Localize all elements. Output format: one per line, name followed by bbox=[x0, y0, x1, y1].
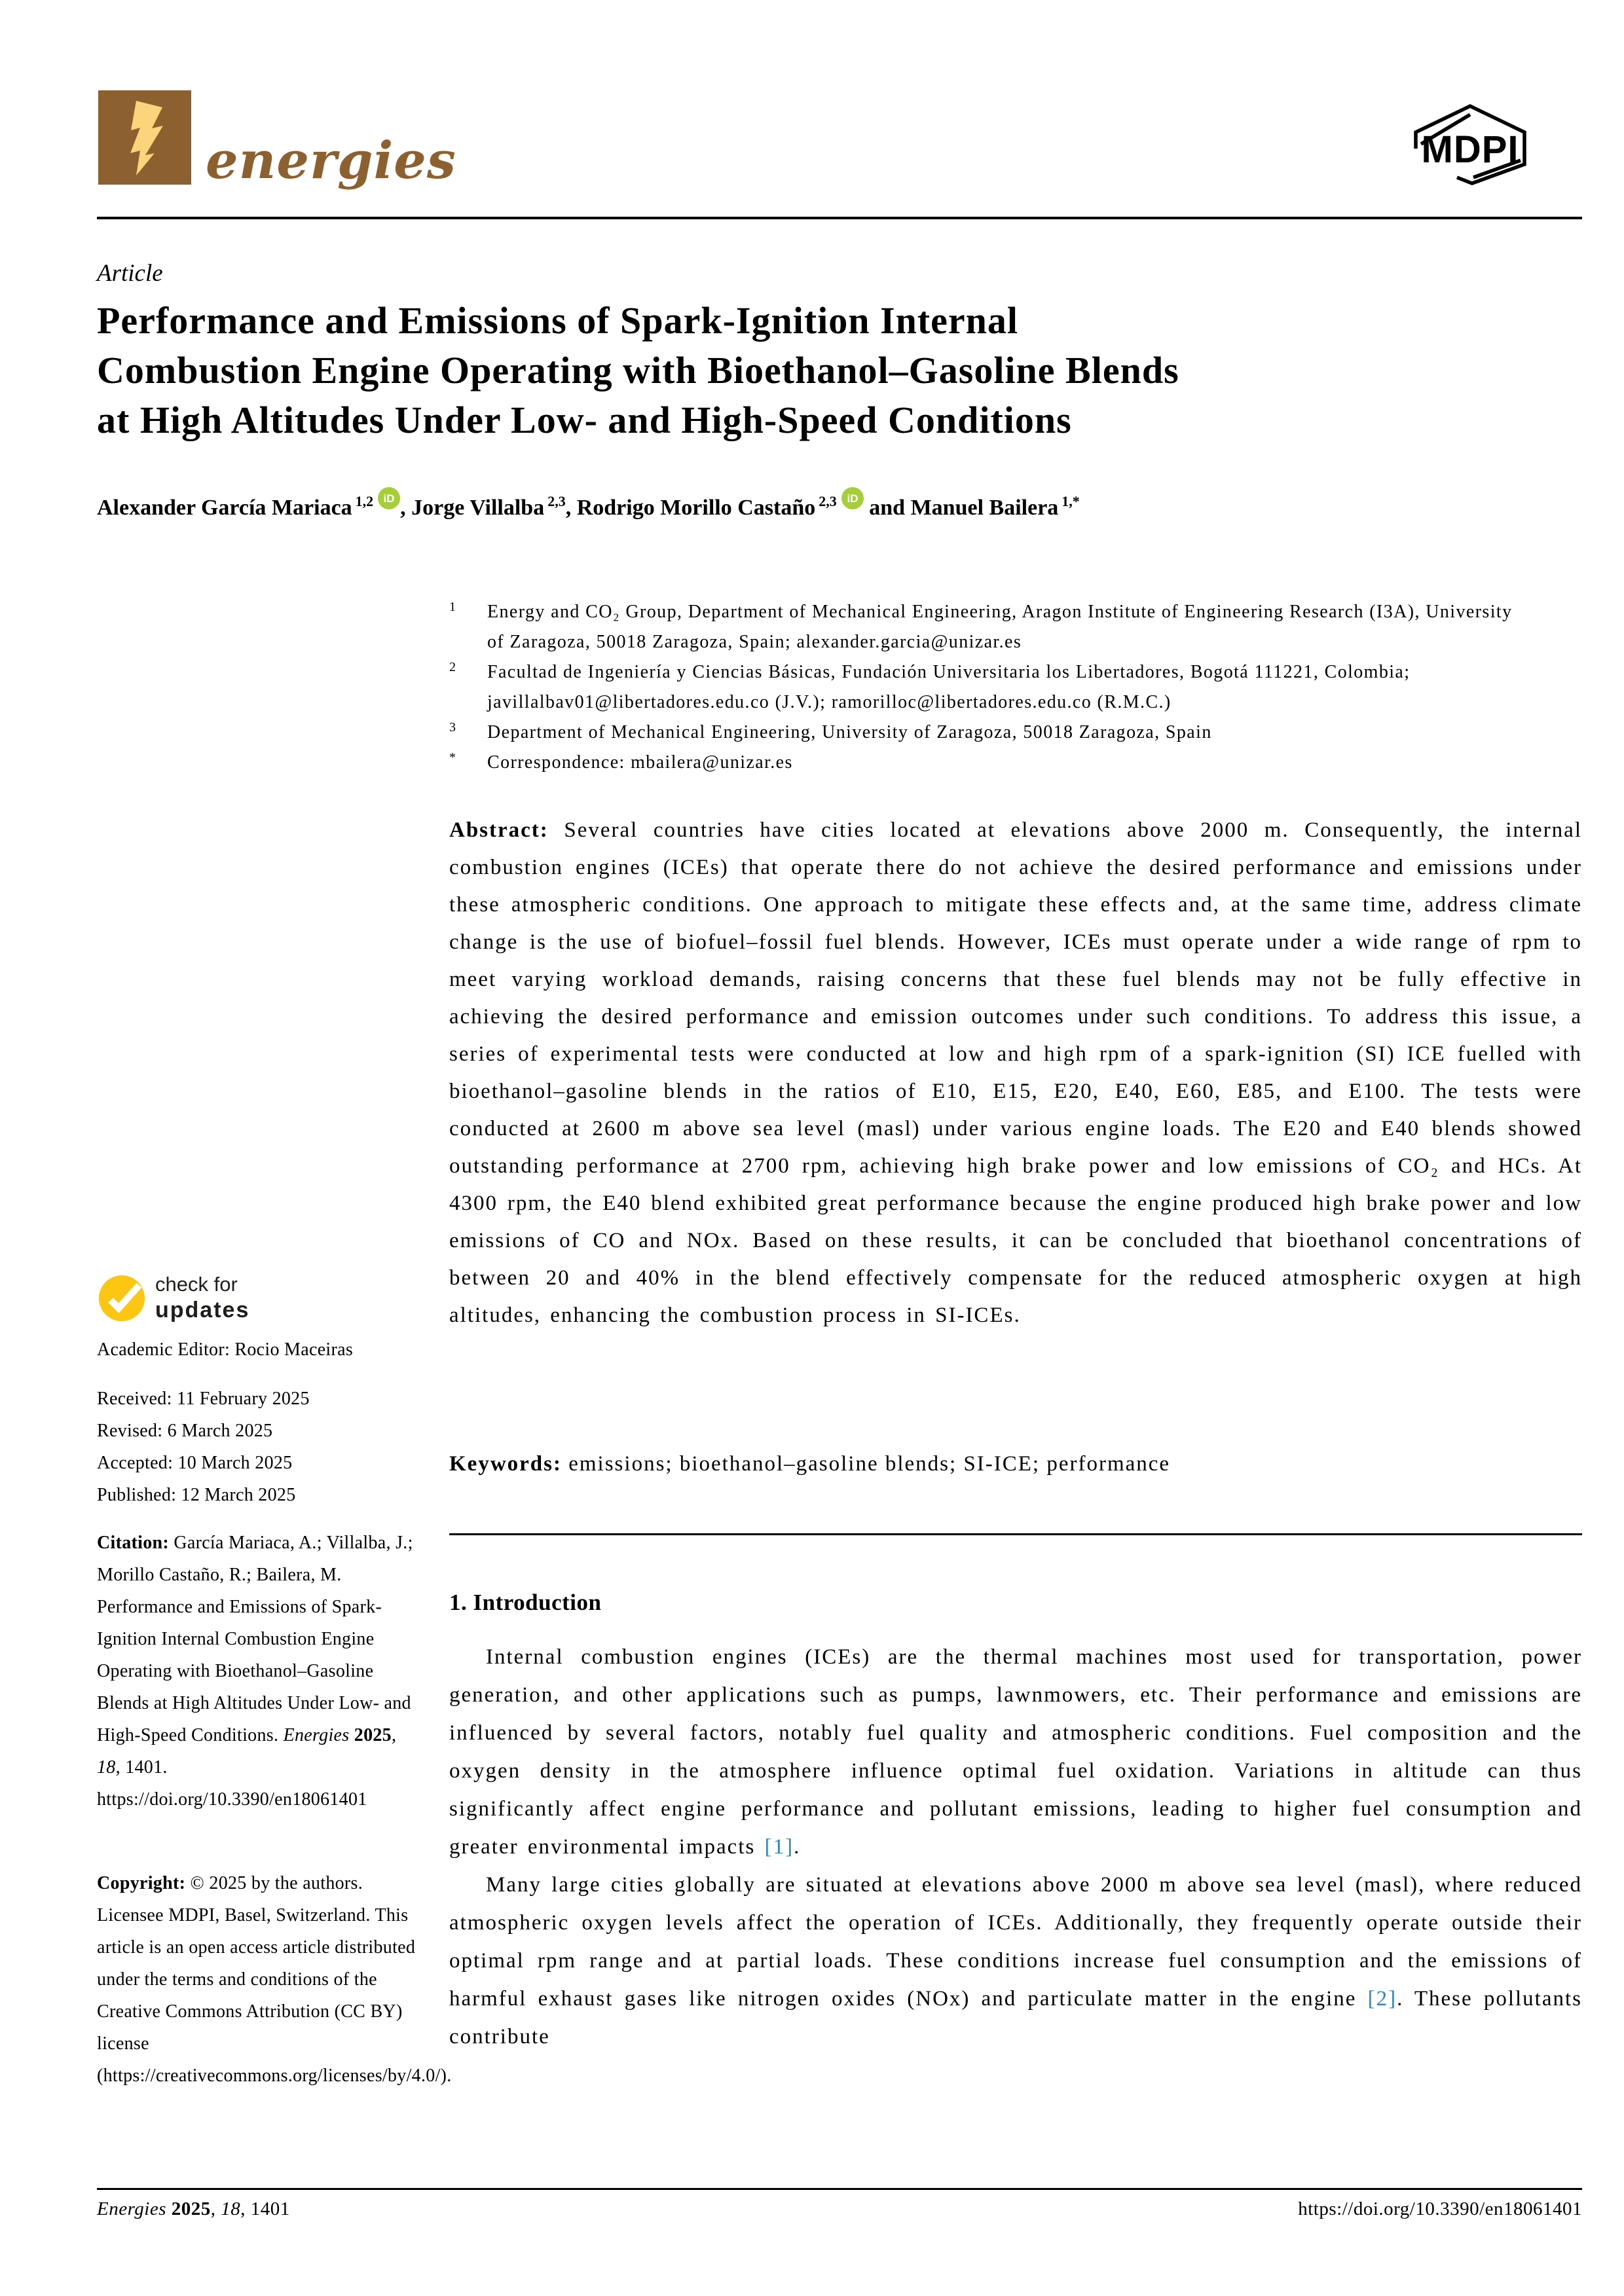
reference-link-2[interactable]: [2] bbox=[1367, 1987, 1397, 2011]
keywords-label: Keywords: bbox=[449, 1452, 562, 1476]
footer-sep: , bbox=[210, 2198, 221, 2219]
paragraph-text: Many large cities globally are situated at elevations above 2000 m above sea level (masl), where reduced atmospheric oxygen levels affect the operation of ICEs. Additionally, they frequently operate outside their optimal rpm range and at partial loads. These conditions increase fuel consumption and the emissions of harmful exhaust gases like nitrogen oxides (NOx) and particulate matter in the engine bbox=[449, 1873, 1582, 2011]
citation-body: García Mariaca, A.; Villalba, J.; Morillo Castaño, R.; Bailera, M. Performance and Emissions of Spark-Ignition Internal Combustion Engine Operating with Bioethanol–Gasoline Blends at High Altitudes Under Low- and High-Speed Conditions. bbox=[97, 1533, 413, 1745]
author-separator: , bbox=[400, 496, 412, 520]
orcid-icon[interactable] bbox=[378, 487, 400, 515]
citation-doi-link[interactable]: https://doi.org/10.3390/en18061401 bbox=[97, 1789, 367, 1810]
author-affil-sup: 1,2 bbox=[355, 493, 374, 509]
energies-logo bbox=[98, 90, 191, 185]
svg-text:iD: iD bbox=[847, 492, 858, 505]
title-line-2: Combustion Engine Operating with Bioethanol–Gasoline Blends bbox=[97, 349, 1179, 392]
affiliation-text: Energy and CO₂ Group, Department of Mechanical Engineering, Aragon Institute of Engineering Research (I3A), University of Zaragoza, 50018 Zaragoza, Spain; alexander.garcia@unizar.es bbox=[487, 602, 1513, 652]
author-affil-sup: 2,3 bbox=[819, 493, 837, 509]
section-heading-introduction: 1. Introduction bbox=[449, 1590, 602, 1615]
author-affil-sup: 2,3 bbox=[547, 493, 566, 509]
title-line-3: at High Altitudes Under Low- and High-Speed Conditions bbox=[97, 399, 1072, 441]
abstract-text: Several countries have cities located at elevations above 2000 m. Consequently, the internal combustion engines (ICEs) that operate there do not achieve the desired performance and emissions under these atmospheric conditions. One approach to mitigate these effects and, at the same time, address climate change is the use of biofuel–fossil fuel blends. However, ICEs must operate under a wide range of rpm to meet varying workload demands, raising concerns that these fuel blends may not be fully effective in achieving the desired performance and emission outcomes under such conditions. To address this issue, a series of experimental tests were conducted at low and high rpm of a spark-ignition (SI) ICE fuelled with bioethanol–gasoline blends in the ratios of E10, E15, E20, E40, E60, E85, and E100. The tests were conducted at 2600 m above sea level (masl) under various engine loads. The E20 and E40 blends showed outstanding performance at 2700 rpm, achieving high brake power and low emissions of CO₂ and HCs. At 4300 rpm, the E40 blend exhibited great performance because the engine produced high brake power and low emissions of CO and NOx. Based on these results, it can be concluded that bioethanol concentrations of between 20 and 40% in the blend effectively compensate for the reduced atmospheric oxygen at high altitudes, enhancing the combustion process in SI-ICEs. bbox=[449, 818, 1582, 1327]
author-name: Rodrigo Morillo Castaño bbox=[576, 496, 816, 520]
author-name: Alexander García Mariaca bbox=[97, 496, 352, 520]
reference-link-1[interactable]: [1] bbox=[764, 1835, 794, 1859]
affiliation-marker: * bbox=[449, 750, 457, 765]
check-badge-label bbox=[155, 1273, 249, 1323]
citation-year: 2025 bbox=[349, 1725, 392, 1745]
author-separator: , bbox=[565, 496, 577, 520]
check-icon bbox=[98, 1275, 145, 1322]
affiliation-marker: 1 bbox=[449, 600, 457, 614]
copyright-block bbox=[97, 1867, 452, 2092]
svg-text:iD: iD bbox=[383, 492, 395, 505]
footer-year: 2025 bbox=[166, 2198, 211, 2219]
citation-label: Citation: bbox=[97, 1533, 170, 1553]
author-name: Jorge Villalba bbox=[411, 496, 545, 520]
keywords-divider bbox=[449, 1533, 1582, 1535]
affiliation-item bbox=[449, 657, 1527, 718]
author-affil-sup: 1,* bbox=[1061, 493, 1080, 509]
check-badge-line2: updates bbox=[155, 1298, 250, 1322]
mdpi-logo-text: MDPI bbox=[1421, 128, 1519, 171]
academic-editor: Academic Editor: Rocio Maceiras bbox=[97, 1339, 354, 1360]
introduction-body bbox=[449, 1638, 1582, 2056]
orcid-icon[interactable] bbox=[841, 487, 864, 515]
page-footer bbox=[97, 2198, 1582, 2220]
lightning-bolt-icon bbox=[98, 90, 191, 185]
footer-page: , 1401 bbox=[240, 2198, 290, 2219]
keywords-block bbox=[449, 1452, 1582, 1476]
check-for-updates-button[interactable] bbox=[98, 1273, 249, 1323]
affiliation-item bbox=[449, 748, 1527, 778]
check-badge-line1: check for bbox=[155, 1273, 238, 1296]
affiliation-text: Facultad de Ingeniería y Ciencias Básicas, Fundación Universitaria los Libertadores, Bogotá 111221, Colombia; javillalbav01@libertadores.edu.co (J.V.); ramorilloc@libertadores.edu.co (R.M.C.) bbox=[487, 662, 1411, 712]
author-separator: and bbox=[863, 496, 911, 520]
citation-sep: , bbox=[391, 1725, 397, 1745]
paragraph-text: . These pollutants contribute bbox=[449, 1987, 1582, 2049]
author-name: Manuel Bailera bbox=[910, 496, 1059, 520]
footer-journal: Energies bbox=[97, 2198, 167, 2219]
title-line-1: Performance and Emissions of Spark-Ignition Internal bbox=[97, 299, 1019, 342]
paragraph-text: . bbox=[794, 1835, 801, 1859]
affiliation-text: Department of Mechanical Engineering, University of Zaragoza, 50018 Zaragoza, Spain bbox=[487, 722, 1212, 742]
footer-divider bbox=[97, 2188, 1582, 2190]
abstract-label: Abstract: bbox=[449, 818, 549, 842]
paper-title bbox=[97, 296, 1596, 445]
citation-journal: Energies bbox=[283, 1725, 350, 1745]
citation-block bbox=[97, 1527, 424, 1815]
abstract-block bbox=[449, 812, 1582, 1334]
authors-line bbox=[97, 492, 1596, 520]
keywords-text: emissions; bioethanol–gasoline blends; SI-ICE; performance bbox=[561, 1452, 1171, 1476]
citation-volume: 18 bbox=[97, 1757, 116, 1777]
header-divider bbox=[97, 217, 1582, 219]
footer-volume: 18 bbox=[221, 2198, 241, 2219]
revised-date: Revised: 6 March 2025 bbox=[97, 1421, 273, 1441]
affiliation-item bbox=[449, 597, 1527, 657]
affiliation-marker: 2 bbox=[449, 660, 457, 674]
accepted-date: Accepted: 10 March 2025 bbox=[97, 1453, 293, 1473]
received-date: Received: 11 February 2025 bbox=[97, 1389, 310, 1409]
article-type-label: Article bbox=[97, 260, 163, 287]
journal-wordmark: energies bbox=[206, 131, 456, 191]
history-dates bbox=[97, 1383, 428, 1511]
citation-page: , 1401. bbox=[115, 1757, 168, 1777]
published-date: Published: 12 March 2025 bbox=[97, 1485, 296, 1505]
affiliations-block bbox=[449, 597, 1527, 778]
affiliation-item bbox=[449, 718, 1527, 748]
footer-journal-ref bbox=[97, 2198, 290, 2220]
paragraph-text: Internal combustion engines (ICEs) are the thermal machines most used for transportation, power generation, and other applications such as pumps, lawnmowers, etc. Their performance and emissions are influenced by several factors, notably fuel quality and atmospheric conditions. Fuel composition and the oxygen density in the atmosphere influence optimal fuel oxidation. Variations in altitude can thus significantly affect engine performance and pollutant emissions, leading to higher fuel consumption and greater environmental impacts bbox=[449, 1645, 1582, 1859]
affiliation-marker: 3 bbox=[449, 720, 457, 735]
intro-paragraph-1 bbox=[449, 1638, 1582, 1866]
mdpi-logo-icon bbox=[1409, 101, 1531, 192]
intro-paragraph-2 bbox=[449, 1866, 1582, 2056]
copyright-text: © 2025 by the authors. Licensee MDPI, Basel, Switzerland. This article is an open access article distributed under the terms and conditions of the Creative Commons Attribution (CC BY) license (https://creativecommons.org/licenses/by/4.0/). bbox=[97, 1873, 452, 2086]
copyright-label: Copyright: bbox=[97, 1873, 186, 1893]
footer-doi-link[interactable]: https://doi.org/10.3390/en18061401 bbox=[1298, 2198, 1582, 2219]
correspondence-text: Correspondence: mbailera@unizar.es bbox=[487, 752, 793, 773]
